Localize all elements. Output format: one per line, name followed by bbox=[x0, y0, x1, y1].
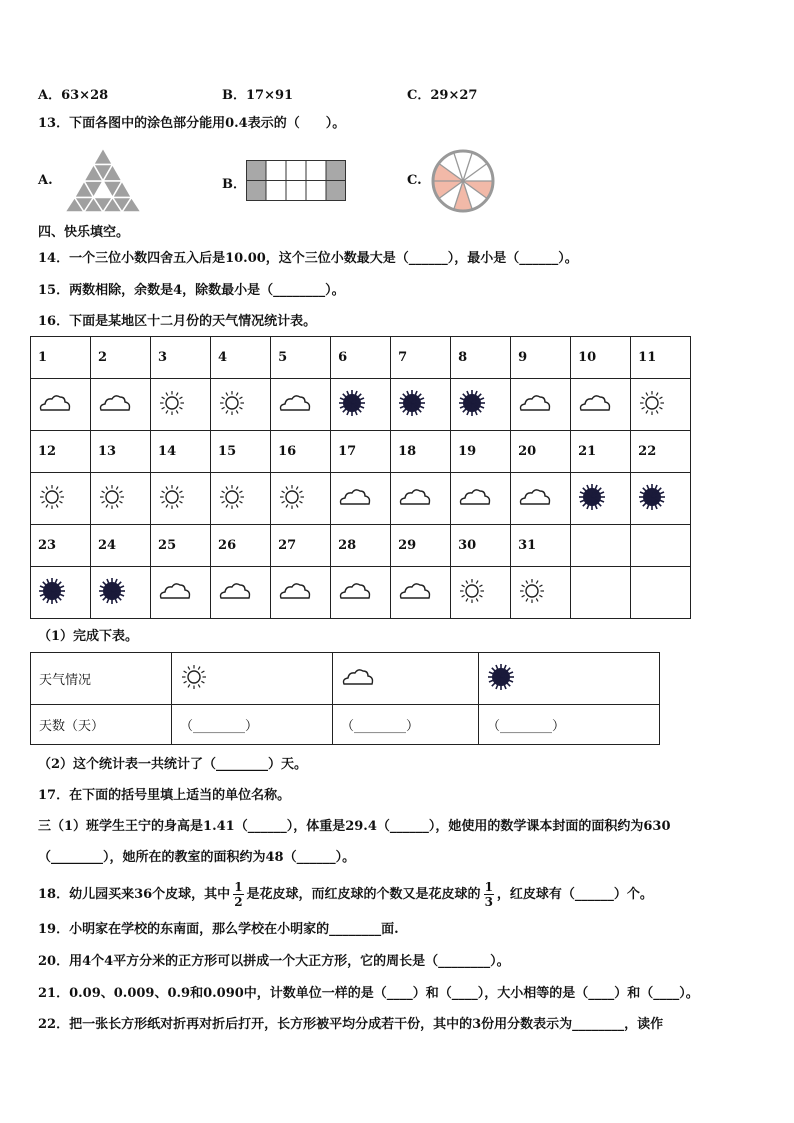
weather-cell bbox=[151, 473, 211, 525]
cloud-icon bbox=[341, 666, 375, 692]
cloud-icon bbox=[458, 486, 492, 512]
weather-cell bbox=[391, 473, 451, 525]
weather-cell bbox=[211, 379, 271, 431]
day-number-cell: 28 bbox=[331, 525, 391, 567]
sun-icon bbox=[638, 389, 666, 421]
q17-title: 17．在下面的括号里填上适当的单位名称。 bbox=[38, 788, 291, 803]
q17-line1: 三（1）班学生王宁的身高是1.41（______），体重是29.4（______），她使用的数学课本封面的面积约为630 bbox=[38, 819, 671, 834]
weather-cell bbox=[391, 567, 451, 619]
day-number-cell: 1 bbox=[31, 337, 91, 379]
cloud-icon bbox=[398, 580, 432, 606]
weather-table bbox=[30, 336, 691, 619]
sun-icon bbox=[180, 663, 208, 695]
day-number-cell: 14 bbox=[151, 431, 211, 473]
snowy-days-blank: （________） bbox=[479, 705, 660, 745]
fraction-denominator: 2 bbox=[234, 895, 243, 909]
weather-cell bbox=[571, 379, 631, 431]
cloudy-days-blank: （________） bbox=[333, 705, 479, 745]
weather-cell bbox=[151, 567, 211, 619]
weather-cell bbox=[451, 473, 511, 525]
summary-label-days: 天数（天） bbox=[31, 705, 172, 745]
q20-text: 20．用4个4平方分米的正方形可以拼成一个大正方形，它的周长是（________）。 bbox=[38, 954, 510, 969]
weather-cell bbox=[331, 473, 391, 525]
day-number-cell: 7 bbox=[391, 337, 451, 379]
weather-cell bbox=[271, 379, 331, 431]
weather-icon-row bbox=[31, 473, 691, 525]
q16-title: 16．下面是某地区十二月份的天气情况统计表。 bbox=[38, 314, 317, 329]
weather-cell bbox=[511, 379, 571, 431]
cloud-icon bbox=[98, 392, 132, 418]
weather-cell bbox=[271, 567, 331, 619]
weather-cell bbox=[31, 473, 91, 525]
day-number-cell: 6 bbox=[331, 337, 391, 379]
cloud-icon bbox=[398, 486, 432, 512]
weather-cell bbox=[451, 567, 511, 619]
sun-icon bbox=[518, 577, 546, 609]
cloud-icon bbox=[578, 392, 612, 418]
snow-icon bbox=[458, 389, 486, 421]
weather-cell bbox=[631, 473, 691, 525]
fraction-denominator: 3 bbox=[484, 895, 493, 909]
weather-cell bbox=[571, 567, 631, 619]
q21-text: 21．0.09、0.009、0.9和0.090中，计数单位一样的是（____）和（____），大小相等的是（____）和（____）。 bbox=[38, 986, 699, 1001]
weather-cell bbox=[91, 379, 151, 431]
sun-icon bbox=[158, 389, 186, 421]
day-number-cell: 18 bbox=[391, 431, 451, 473]
day-number-cell: 25 bbox=[151, 525, 211, 567]
weather-icon-row bbox=[31, 379, 691, 431]
cloud-icon bbox=[518, 392, 552, 418]
q19-text: 19．小明家在学校的东南面，那么学校在小明家的________面. bbox=[38, 922, 399, 937]
snow-icon bbox=[487, 663, 515, 695]
cloud-icon bbox=[278, 580, 312, 606]
weather-cell bbox=[631, 567, 691, 619]
q18-part3: ，红皮球有（______）个。 bbox=[496, 887, 653, 902]
sun-icon bbox=[278, 483, 306, 515]
q17-line2: （________），她所在的教室的面积约为48（______）。 bbox=[38, 850, 356, 865]
fraction-numerator: 1 bbox=[234, 880, 243, 894]
day-number-cell: 3 bbox=[151, 337, 211, 379]
cloud-icon bbox=[338, 580, 372, 606]
sun-icon bbox=[218, 483, 246, 515]
day-number-cell: 10 bbox=[571, 337, 631, 379]
summary-table bbox=[30, 652, 660, 745]
fraction-half bbox=[233, 880, 243, 909]
sun-icon bbox=[158, 483, 186, 515]
q14-text: 14．一个三位小数四舍五入后是10.00，这个三位小数最大是（______），最小是（______）。 bbox=[38, 251, 578, 266]
weather-cell bbox=[91, 567, 151, 619]
weather-cell bbox=[391, 379, 451, 431]
day-number-cell: 20 bbox=[511, 431, 571, 473]
q18-part2: 是花皮球，而红皮球的个数又是花皮球的 bbox=[246, 887, 481, 902]
q13-text: 13．下面各图中的涂色部分能用0.4表示的（ ）。 bbox=[38, 116, 346, 131]
weather-cell bbox=[211, 567, 271, 619]
fraction-third bbox=[484, 880, 494, 909]
day-number-cell: 31 bbox=[511, 525, 571, 567]
weather-cell bbox=[31, 567, 91, 619]
q13-option-a-label: A. bbox=[38, 173, 53, 188]
cloud-icon bbox=[278, 392, 312, 418]
q13-option-c-label: C. bbox=[407, 173, 422, 188]
cloud-icon bbox=[158, 580, 192, 606]
weather-cell bbox=[571, 473, 631, 525]
q22-text: 22．把一张长方形纸对折再对折后打开，长方形被平均分成若干份，其中的3份用分数表示为________，读作 bbox=[38, 1017, 664, 1032]
day-number-row bbox=[31, 525, 691, 567]
day-number-cell bbox=[571, 525, 631, 567]
day-number-cell: 12 bbox=[31, 431, 91, 473]
q16-part2: （2）这个统计表一共统计了（________）天。 bbox=[38, 757, 308, 772]
cloud-icon bbox=[518, 486, 552, 512]
weather-cell bbox=[511, 567, 571, 619]
weather-cell bbox=[631, 379, 691, 431]
weather-icon-row bbox=[31, 567, 691, 619]
day-number-cell: 17 bbox=[331, 431, 391, 473]
day-number-cell: 13 bbox=[91, 431, 151, 473]
day-number-cell: 22 bbox=[631, 431, 691, 473]
sun-icon bbox=[38, 483, 66, 515]
snow-icon bbox=[98, 577, 126, 609]
section-heading: 四、快乐填空。 bbox=[38, 225, 130, 240]
day-number-cell: 29 bbox=[391, 525, 451, 567]
day-number-cell: 27 bbox=[271, 525, 331, 567]
snow-icon bbox=[38, 577, 66, 609]
cloud-icon bbox=[218, 580, 252, 606]
snow-icon bbox=[338, 389, 366, 421]
cloud-icon bbox=[338, 486, 372, 512]
q15-text: 15．两数相除，余数是4，除数最小是（________）。 bbox=[38, 283, 345, 298]
day-number-cell: 19 bbox=[451, 431, 511, 473]
day-number-cell: 11 bbox=[631, 337, 691, 379]
day-number-cell: 26 bbox=[211, 525, 271, 567]
weather-cell bbox=[31, 379, 91, 431]
weather-cell bbox=[511, 473, 571, 525]
sunny-days-blank: （________） bbox=[172, 705, 333, 745]
cloud-icon bbox=[38, 392, 72, 418]
option-b: B．17×91 bbox=[222, 88, 294, 103]
sun-icon bbox=[218, 389, 246, 421]
day-number-cell: 30 bbox=[451, 525, 511, 567]
weather-cell bbox=[151, 379, 211, 431]
q18-text bbox=[38, 880, 653, 909]
snow-icon bbox=[398, 389, 426, 421]
fraction-numerator: 1 bbox=[484, 880, 493, 894]
snow-icon bbox=[638, 483, 666, 515]
day-number-cell: 16 bbox=[271, 431, 331, 473]
day-number-cell: 24 bbox=[91, 525, 151, 567]
day-number-cell: 21 bbox=[571, 431, 631, 473]
day-number-cell: 15 bbox=[211, 431, 271, 473]
weather-cell bbox=[271, 473, 331, 525]
summary-label-weather: 天气情况 bbox=[31, 653, 172, 705]
weather-cell bbox=[451, 379, 511, 431]
day-number-cell: 9 bbox=[511, 337, 571, 379]
option-a: A．63×28 bbox=[38, 88, 109, 103]
triangle-figure bbox=[64, 146, 142, 214]
q18-part1: 18．幼儿园买来36个皮球，其中 bbox=[38, 887, 231, 902]
day-number-cell: 23 bbox=[31, 525, 91, 567]
weather-cell bbox=[211, 473, 271, 525]
day-number-row bbox=[31, 337, 691, 379]
snow-icon bbox=[578, 483, 606, 515]
grid-figure bbox=[246, 160, 346, 202]
q16-part1: （1）完成下表。 bbox=[38, 629, 139, 644]
pie-figure bbox=[430, 148, 496, 214]
weather-cell bbox=[331, 379, 391, 431]
option-c: C．29×27 bbox=[407, 88, 478, 103]
sun-icon bbox=[458, 577, 486, 609]
day-number-row bbox=[31, 431, 691, 473]
sun-icon bbox=[98, 483, 126, 515]
day-number-cell: 8 bbox=[451, 337, 511, 379]
day-number-cell: 4 bbox=[211, 337, 271, 379]
day-number-cell: 5 bbox=[271, 337, 331, 379]
weather-cell bbox=[91, 473, 151, 525]
weather-cell bbox=[331, 567, 391, 619]
day-number-cell bbox=[631, 525, 691, 567]
q13-option-b-label: B． bbox=[222, 177, 246, 192]
day-number-cell: 2 bbox=[91, 337, 151, 379]
